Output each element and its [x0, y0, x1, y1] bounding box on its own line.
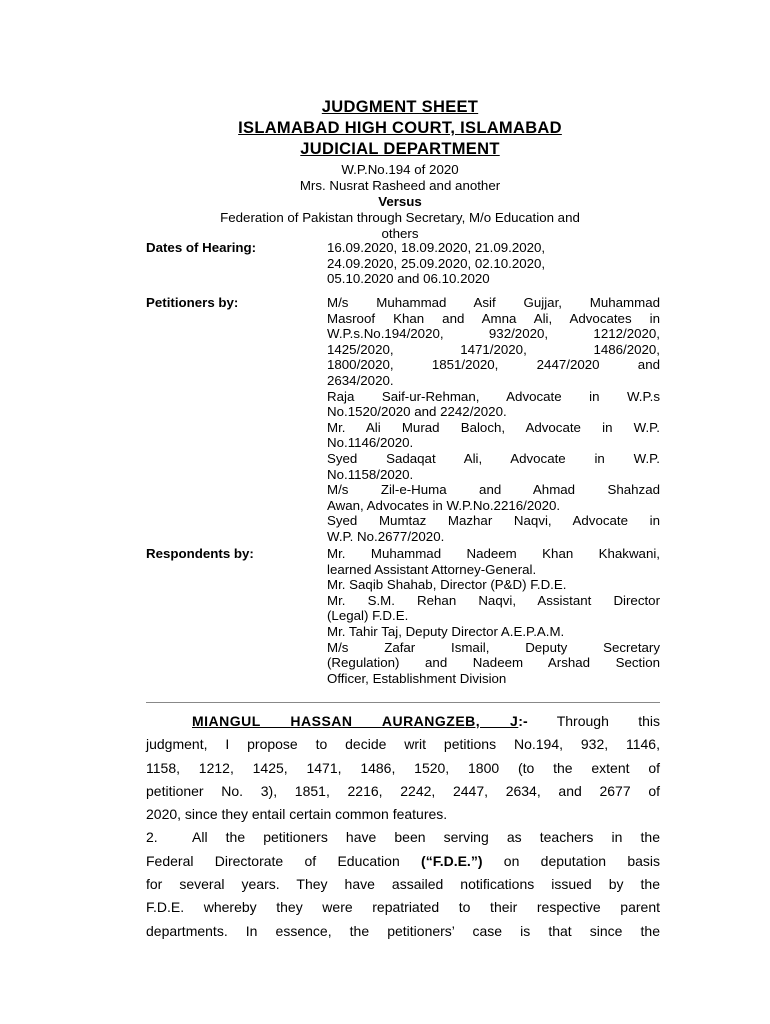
- court-name-title: ISLAMABAD HIGH COURT, ISLAMABAD: [238, 119, 562, 137]
- judge-suffix: :-: [518, 713, 528, 729]
- paragraph-2-number: 2.: [146, 829, 158, 846]
- paragraph-2-text: on deputation basis: [503, 852, 661, 869]
- respondents-line: M/s Zafar Ismail, Deputy Secretary: [327, 639, 660, 655]
- judgment-body: [146, 710, 660, 943]
- respondents-label: Respondents by:: [146, 546, 254, 561]
- petitioners-line: No.1520/2020 and 2242/2020.: [327, 404, 507, 420]
- petitioners-line: Awan, Advocates in W.P.No.2216/2020.: [327, 497, 561, 513]
- paragraph-2-line: F.D.E. whereby they were repatriated to their respective parent: [146, 899, 660, 916]
- respondents-line: (Legal) F.D.E.: [327, 608, 409, 624]
- petitioners-line: 1800/2020, 1851/2020, 2447/2020 and: [327, 357, 660, 373]
- petitioners-line: W.P.s.No.194/2020, 932/2020, 1212/2020,: [327, 326, 660, 342]
- respondent-name-line1: Federation of Pakistan through Secretary, M/o Education and: [220, 210, 580, 225]
- petitioners-line: M/s Muhammad Asif Gujjar, Muhammad: [327, 295, 660, 310]
- paragraph-2-text: Federal Directorate of Education: [146, 852, 400, 869]
- petitioners-line: No.1158/2020.: [327, 466, 414, 482]
- document-header: [0, 97, 770, 160]
- respondents-line: Mr. Muhammad Nadeem Khan Khakwani,: [327, 546, 660, 561]
- respondents-line: learned Assistant Attorney-General.: [327, 561, 537, 577]
- petitioner-name: Mrs. Nusrat Rasheed and another: [299, 178, 501, 193]
- petitioners-line: Mr. Ali Murad Baloch, Advocate in W.P.: [327, 419, 660, 435]
- paragraph-1-line: 2020, since they entail certain common features.: [146, 806, 448, 823]
- paragraph-2-second-line: [146, 850, 660, 873]
- case-caption: [150, 162, 650, 242]
- petitioners-line: No.1146/2020.: [327, 435, 414, 451]
- petitioners-line: Raja Saif-ur-Rehman, Advocate in W.P.s: [327, 388, 660, 404]
- fde-abbreviation: (“F.D.E.”): [421, 852, 483, 869]
- respondents-line: Mr. Tahir Taj, Deputy Director A.E.P.A.M.: [327, 623, 565, 639]
- case-number: W.P.No.194 of 2020: [341, 162, 459, 177]
- petitioners-line: 1425/2020, 1471/2020, 1486/2020,: [327, 341, 660, 357]
- paragraph-1-start: Through this: [556, 713, 660, 729]
- hearing-dates-line: 24.09.2020, 25.09.2020, 02.10.2020,: [327, 255, 546, 271]
- hearing-dates-line: 16.09.2020, 18.09.2020, 21.09.2020,: [327, 240, 546, 255]
- petitioners-line: Masroof Khan and Amna Ali, Advocates in: [327, 310, 660, 326]
- section-divider: [146, 702, 660, 703]
- paragraph-2-line: for several years. They have assailed notifications issued by the: [146, 876, 660, 893]
- respondent-name-line2: others: [381, 226, 419, 241]
- paragraph-2-start: All the petitioners have been serving as teachers in the: [192, 829, 660, 846]
- respondents-counsel-list: [327, 546, 660, 686]
- hearing-dates-label: Dates of Hearing:: [146, 240, 257, 255]
- petitioners-line: 2634/2020.: [327, 372, 394, 388]
- paragraph-2-first-line: [146, 826, 660, 849]
- petitioners-line: M/s Zil-e-Huma and Ahmad Shahzad: [327, 482, 660, 498]
- paragraph-1-line: judgment, I propose to decide writ petitions No.194, 932, 1146,: [146, 736, 660, 753]
- opening-line: [146, 710, 660, 733]
- respondents-line: (Regulation) and Nadeem Arshad Section: [327, 655, 660, 671]
- petitioners-line: W.P. No.2677/2020.: [327, 528, 445, 544]
- petitioners-line: Syed Mumtaz Mazhar Naqvi, Advocate in: [327, 513, 660, 529]
- versus-label: Versus: [378, 194, 422, 209]
- petitioners-line: Syed Sadaqat Ali, Advocate in W.P.: [327, 450, 660, 466]
- department-title: JUDICIAL DEPARTMENT: [300, 140, 500, 158]
- judgment-sheet-title: JUDGMENT SHEET: [321, 98, 479, 116]
- hearing-dates-value: [327, 240, 660, 287]
- respondents-line: Officer, Establishment Division: [327, 670, 507, 686]
- hearing-dates-line: 05.10.2020 and 06.10.2020: [327, 271, 490, 287]
- petitioners-label: Petitioners by:: [146, 295, 239, 310]
- judge-name: MIANGUL HASSAN AURANGZEB, J: [192, 713, 519, 729]
- paragraph-1-line: 1158, 1212, 1425, 1471, 1486, 1520, 1800 (to the extent of: [146, 759, 660, 776]
- paragraph-2-line: departments. In essence, the petitioners’ case is that since the: [146, 922, 660, 939]
- paragraph-1-line: petitioner No. 3), 1851, 2216, 2242, 2447, 2634, and 2677 of: [146, 782, 660, 799]
- respondents-line: Mr. S.M. Rehan Naqvi, Assistant Director: [327, 592, 660, 608]
- petitioners-counsel-list: [327, 295, 660, 545]
- respondents-line: Mr. Saqib Shahab, Director (P&D) F.D.E.: [327, 577, 567, 593]
